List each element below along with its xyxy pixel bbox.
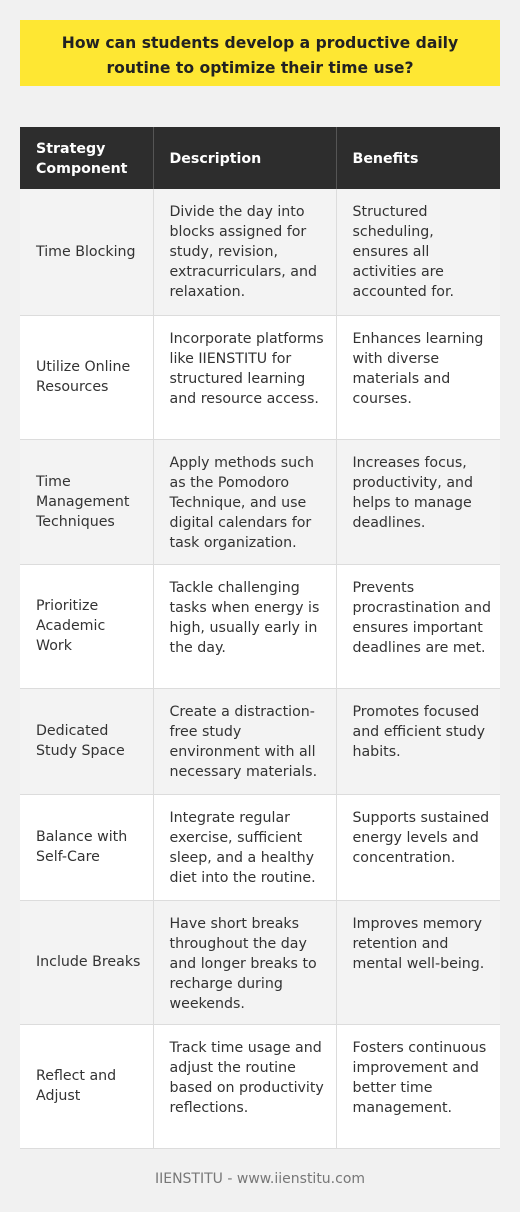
cell-component	[20, 900, 153, 1024]
cell-benefits	[336, 900, 500, 1024]
cell-benefits	[336, 688, 500, 794]
cell-description	[153, 439, 336, 564]
component-text: Time Blocking	[36, 243, 136, 260]
cell-component	[20, 564, 153, 688]
cell-component	[20, 189, 153, 315]
description-text: Integrate regular exercise, sufficient sleep, and a healthy diet into the routine.	[169, 809, 316, 886]
component-text: Utilize Online Resources	[36, 359, 131, 395]
component-text: Prioritize Academic Work	[36, 598, 106, 654]
column-header-description: Description	[153, 127, 336, 189]
component-text: Balance with Self-Care	[36, 829, 128, 865]
table-row	[20, 439, 500, 564]
table-row	[20, 688, 500, 794]
cell-benefits	[336, 794, 500, 900]
page-title: How can students develop a productive daily routine to optimize their time use?	[20, 20, 500, 86]
component-text: Reflect and Adjust	[36, 1068, 117, 1104]
table-row	[20, 1024, 500, 1148]
table-row	[20, 900, 500, 1024]
cell-benefits	[336, 439, 500, 564]
cell-benefits	[336, 1024, 500, 1148]
cell-component	[20, 688, 153, 794]
cell-description	[153, 564, 336, 688]
cell-description	[153, 189, 336, 315]
table-row	[20, 315, 500, 439]
cell-benefits	[336, 189, 500, 315]
table-header-row	[20, 127, 500, 189]
cell-benefits	[336, 564, 500, 688]
cell-description	[153, 1024, 336, 1148]
benefits-text: Structured scheduling, ensures all activities are accounted for.	[352, 204, 454, 300]
component-text: Dedicated Study Space	[36, 723, 125, 759]
cell-description	[153, 794, 336, 900]
table-row	[20, 564, 500, 688]
footer-credit: IIENSTITU - www.iienstitu.com	[154, 1171, 366, 1187]
benefits-text: Increases focus, productivity, and helps to manage deadlines.	[352, 454, 474, 531]
benefits-text: Prevents procrastination and ensures important deadlines are met.	[352, 579, 491, 656]
cell-component	[20, 315, 153, 439]
description-text: Apply methods such as the Pomodoro Technique, and use digital calendars for task organization.	[169, 454, 314, 551]
component-text: Include Breaks	[36, 954, 141, 970]
benefits-text: Promotes focused and efficient study habits.	[352, 703, 486, 760]
table-row	[20, 794, 500, 900]
cell-description	[153, 688, 336, 794]
description-text: Have short breaks throughout the day and longer breaks to recharge during weekends.	[169, 915, 317, 1012]
cell-description	[153, 315, 336, 439]
benefits-text: Improves memory retention and mental well-being.	[352, 915, 485, 972]
description-text: Divide the day into blocks assigned for study, revision, extracurriculars, and relaxation.	[169, 204, 317, 300]
strategy-table	[20, 127, 500, 1149]
description-text: Tackle challenging tasks when energy is high, usually early in the day.	[169, 579, 320, 656]
cell-component	[20, 1024, 153, 1148]
description-text: Incorporate platforms like IIENSTITU for structured learning and resource access.	[169, 330, 324, 407]
component-text: Time Management Techniques	[36, 473, 130, 530]
cell-component	[20, 794, 153, 900]
benefits-text: Enhances learning with diverse materials and courses.	[352, 330, 484, 407]
cell-description	[153, 900, 336, 1024]
column-header-benefits: Benefits	[336, 127, 500, 189]
description-text: Create a distraction-free study environment with all necessary materials.	[169, 703, 318, 780]
cell-component	[20, 439, 153, 564]
cell-benefits	[336, 315, 500, 439]
column-header-component: Strategy Component	[20, 127, 153, 189]
benefits-text: Fosters continuous improvement and better time management.	[352, 1039, 487, 1116]
table-row	[20, 189, 500, 315]
benefits-text: Supports sustained energy levels and concentration.	[352, 809, 490, 866]
description-text: Track time usage and adjust the routine based on productivity reflections.	[169, 1039, 324, 1116]
